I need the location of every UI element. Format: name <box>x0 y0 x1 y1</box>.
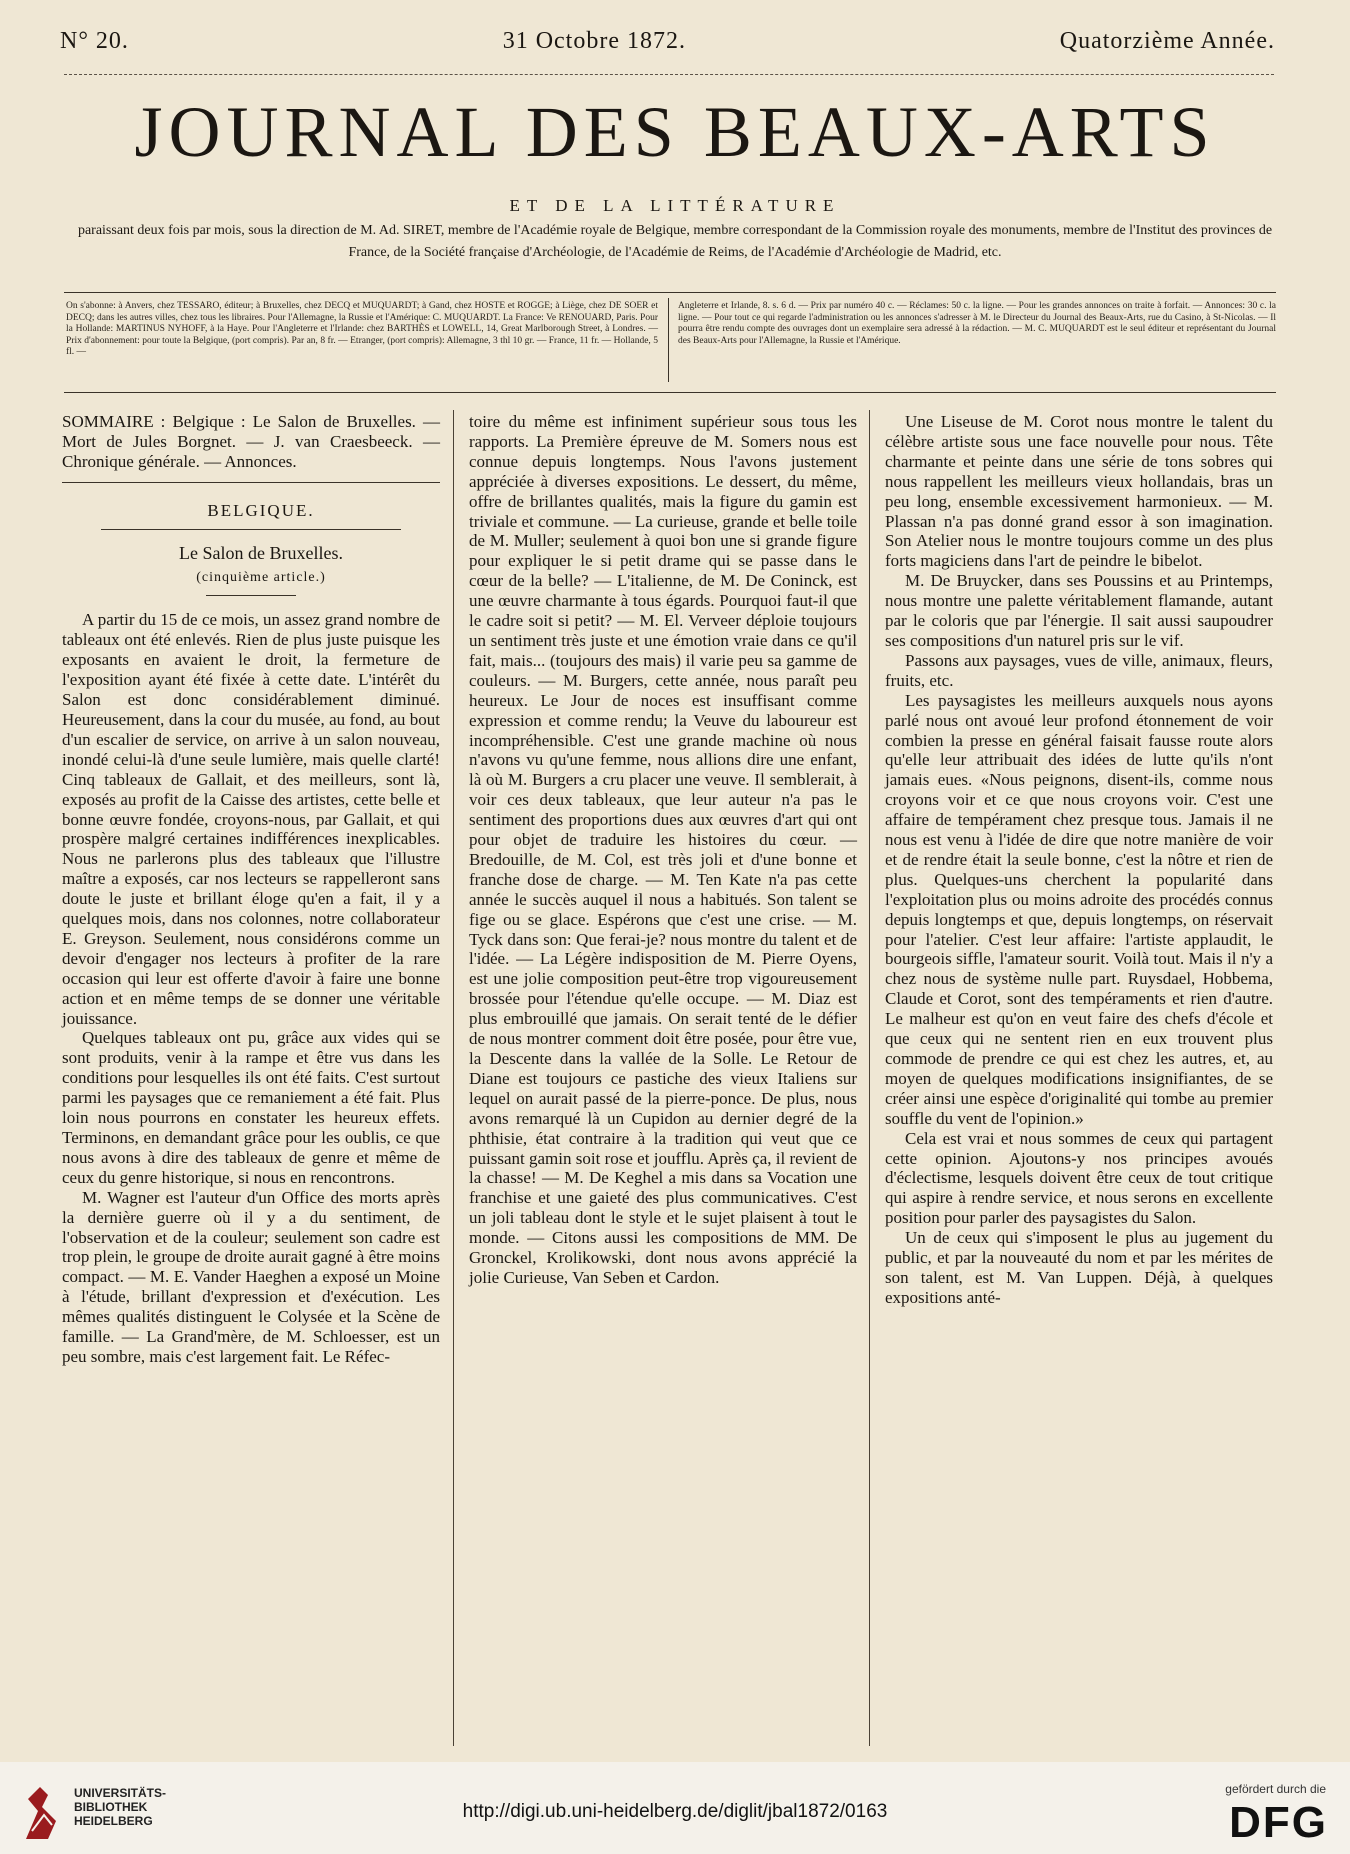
section-heading: BELGIQUE. <box>207 500 315 520</box>
article-rule <box>206 595 296 596</box>
column-3 <box>885 412 1273 1308</box>
issue-number: N° 20. <box>60 28 129 54</box>
subscription-info-left: On s'abonne: à Anvers, chez TESSARO, éditeur; à Bruxelles, chez DECQ et MUQUARDT; à Gand, chez HOSTE et ROGGE; à Liège, chez DE SOER et DECQ; dans les autres villes, chez tous les libraires. Pour l'Allemagne, la Russie et l'Amérique: C. MUQUARDT. La France: Ve RENOUARD, Paris. Pour la Hollande: MARTINUS NYHOFF, à la Haye. Pour l'Angleterre et l'Irlande: chez BARTHÈS et LOWELL, 14, Great Marlborough Street, à Londres. — Prix d'abonnement: pour toute la Belgique, (port compris). Par an, 8 fr. — Etranger, (port compris): Allemagne, 3 thl 10 gr. — France, 11 fr. — Hollande, 5 fl. — <box>66 301 658 357</box>
article-subtitle: (cinquième article.) <box>196 569 326 585</box>
library-name: UNIVERSITÄTS- BIBLIOTHEK HEIDELBERG <box>74 1786 167 1828</box>
issue-header <box>60 28 1275 55</box>
column-separator-1 <box>453 410 454 1746</box>
sommaire-rule <box>62 482 440 483</box>
journal-subtitle: ET DE LA LITTÉRATURE <box>509 196 841 215</box>
paragraph: Cela est vrai et nous sommes de ceux qui partagent cette opinion. Ajoutons-y nos principes avoués d'éclectisme, lesquels doivent être ceux de tout critique qui aspire à rendre service, et nous serons en excellente position pour parler des paysagistes du Salon. <box>885 1128 1273 1228</box>
column-2 <box>469 412 857 1288</box>
section-rule <box>101 529 401 530</box>
issue-year: Quatorzième Année. <box>1059 28 1275 54</box>
column-separator-2 <box>869 410 870 1746</box>
header-divider <box>64 74 1274 75</box>
issue-date: 31 Octobre 1872. <box>502 28 686 54</box>
article-title: Le Salon de Bruxelles. <box>179 542 343 563</box>
paragraph: A partir du 15 de ce mois, un assez grand nombre de tableaux ont été enlevés. Rien de plus juste puisque les exposants en avaient le droit, la fermeture de l'exposition ayant été fixée à cette date. L'intérêt du Salon est donc considérablement diminué. Heureusement, dans la cour du musée, au fond, au bout d'un escalier de service, on arrive à un salon nouveau, inondé celui-là d'une seule lumière, mais quelle clarté! Cinq tableaux de Gallait, et des meilleurs, sont là, exposés au profit de la Caisse des artistes, cette belle et bonne œuvre fondée, croyons-nous, par Gallait, et qui prospère malgré certaines indifférences inexplicables. Nous ne parlerons plus des tableaux que l'illustre maître a exposés, car nos lecteurs se rappelleront sans doute le juste et brillant éloge qu'en a fait, il y a quelques mois, dans nos colonnes, notre collaborateur E. Greyson. Seulement, nous considérons comme un devoir d'engager nos lecteurs à profiter de la rare occasion qui leur est offerte d'avoir à faire une bonne action et en même temps de se donner une véritable jouissance. <box>62 610 440 1028</box>
paragraph: M. Wagner est l'auteur d'un Office des morts après la dernière guerre où il y a du sentiment, de l'observation et de la couleur; seulement son cadre est trop plein, le groupe de droite aurait gagné à être moins compact. — M. E. Vander Haeghen a exposé un Moine à l'étude, brillant d'expression et d'exécution. Les mêmes qualités distinguent le Colysée et la Scène de famille. — La Grand'mère, de M. Schloesser, est un peu sombre, mais c'est largement fait. Le Réfec- <box>62 1187 440 1366</box>
journal-intro: paraissant deux fois par mois, sous la direction de M. Ad. SIRET, membre de l'Académie royale de Belgique, membre correspondant de la Commission royale des monuments, membre de l'Institut des provinces de France, de la Société française d'Archéologie, de l'Académie de Reims, de l'Académie d'Archéologie de Madrid, etc. <box>77 223 1273 260</box>
subscription-separator <box>668 298 669 382</box>
column-1 <box>62 412 440 1367</box>
subscription-top-rule <box>64 292 1276 293</box>
paragraph: Quelques tableaux ont pu, grâce aux vides qui se sont produits, venir à la rampe et être vus dans les conditions pour lesquelles ils ont été faits. C'est surtout parmi les paysages que ce remaniement a été fait. Plus loin nous pourrons en constater les heureux effets. Terminons, en demandant grâce pour les oublis, ce que nous avons à dire des tableaux de genre et même de ceux du genre historique, si nous en rencontrons. <box>62 1028 440 1187</box>
paragraph: Une Liseuse de M. Corot nous montre le talent du célèbre artiste sous une face nouvelle pour nous. Tête charmante et peinte dans une série de tons sobres qui nous rappellent les meilleurs vieux hollandais, bras un peu long, ensemble excessivement harmonieux. — M. Plassan n'a pas donné grand essor à son imagination. Son Atelier nous le montre toujours comme un des plus forts magiciens dans l'art de peindre le bibelot. <box>885 412 1273 571</box>
paragraph: Les paysagistes les meilleurs auxquels nous ayons parlé nous ont avoué leur profond étonnement de voir combien la presse en général faisait fausse route alors qu'elle leur attribuait des idées de lutte qu'ils n'ont jamais eues. «Nous peignons, disent-ils, comme nous croyons voir et ce que nous croyons voir. C'est une affaire de tempérament chez presque tous. Jamais il ne nous est venu à l'idée de dire que notre manière de voir et de rendre était la seule bonne, c'est la nôtre et rien de plus. Quelques-uns cherchent la popularité dans l'exploitation plus ou moins adroite des procédés connus depuis longtemps et que, depuis longtemps, on réservait pour l'atelier. C'est leur affaire: l'artiste applaudit, le bourgeois siffle, l'amateur sourit. Voilà tout. Mais il n'y a chez nous de système nulle part. Ruysdael, Hobbema, Claude et Corot, sont des tempéraments et rien d'autre. Le malheur est qu'on en veut faire des chefs d'école et que ceux qui ne sentent rien en eux trouvent plus commode de prendre ce qui est chez les autres, et, au moyen de quelques modifications insignifiantes, de se créer ainsi une espèce d'originalité qui tombe au premier souffle du vent de l'opinion.» <box>885 690 1273 1128</box>
journal-title: JOURNAL DES BEAUX-ARTS <box>134 92 1216 172</box>
paragraph: Un de ceux qui s'imposent le plus au jugement du public, et par la nouveauté du nom et par les mérites de son talent, est M. Van Luppen. Déjà, à quelques expositions anté- <box>885 1228 1273 1307</box>
paragraph: toire du même est infiniment supérieur sous tous les rapports. La Première épreuve de M. Somers nous est connue depuis longtemps. Nous l'avons justement appréciée à diverses expositions. Le dessert, du même, offre de brillantes qualités, mais la figure du gamin est triviale et commune. — La curieuse, grande et belle toile de M. Muller; seulement à quoi bon une si grande figure pour expliquer le si petit drame qui se passe dans le cœur de la belle? — L'italienne, de M. De Coninck, est une œuvre charmante à tous égards. Pourquoi faut-il que le cadre soit si petit? — M. El. Verveer déploie toujours un sentiment très juste et une émotion vraie dans ce qu'il fait, mais... (toujours des mais) il varie peu sa gamme de couleurs. — M. Burgers, cette année, nous paraît peu heureux. Le Jour de noces est insuffisant comme expression et comme rendu; la Veuve du laboureur est incompréhensible. C'est une grande machine où nous n'avons vu qu'une femme, nous allions dire une enfant, là où M. Burgers a cru placer une veuve. Il semblerait, à voir ces deux tableaux, que leur auteur n'a pas le sentiment des proportions dues aux œuvres d'art qui ont pour objet de traduire les histoires du cœur. — Bredouille, de M. Col, est très joli et d'une bonne et franche dose de charge. — M. Ten Kate n'a pas cette année le succès auquel il nous a habitués. Son talent se fige ou se glace. Espérons que c'est une crise. — M. Tyck dans son: Que ferai-je? nous montre du talent et de l'idée. — La Légère indisposition de M. Pierre Oyens, est une jolie composition peut-être trop vigoureusement brossée pour l'étendue qu'elle occupe. — M. Diaz est plus embrouillé que jamais. On serait tenté de le défier de nous montrer comment doit être posée, pour être vue, la Descente dans la vallée de la Solle. Le Retour de Diane est toujours ce pastiche des vieux Italiens sur lequel on aurait passé de la pierre-ponce. De plus, nous avons remarqué là un Cupidon au dernier degré de la phthisie, état contraire à la tradition qui veut que ce puissant gamin soit rose et joufflu. Après ça, il revient de la chasse! — M. De Keghel a mis dans sa Vocation une franchise et une gaieté des plus communicatives. C'est un joli tableau dont le style et le sujet plaisent à tout le monde. — Citons aussi les compositions de MM. De Gronckel, Krolikowski, dont nous avons apprécié la jolie Curieuse, Van Seben et Cardon. <box>469 412 857 1287</box>
dfg-logo: DFG <box>1229 1798 1328 1847</box>
subscription-info-right: Angleterre et Irlande, 8. s. 6 d. — Prix par numéro 40 c. — Réclames: 50 c. la ligne. — Pour les grandes annonces on traite à forfait. — Annonces: 30 c. la ligne. — Pour tout ce qui regarde l'administration ou les annonces s'adresser à M. le Directeur du Journal des Beaux-Arts, rue du Casino, à St-Nicolas. — Il pourra être rendu compte des ouvrages dont un exemplaire sera adressé à la rédaction. — M. C. MUQUARDT est le seul éditeur et représentant du Journal des Beaux-Arts pour l'Allemagne, la Russie et l'Amérique. <box>678 301 1276 346</box>
funding-label: gefördert durch die <box>1225 1782 1326 1796</box>
paragraph: Passons aux paysages, vues de ville, animaux, fleurs, fruits, etc. <box>885 650 1273 690</box>
source-url-link[interactable]: http://digi.ub.uni-heidelberg.de/diglit/jbal1872/0163 <box>462 1801 888 1822</box>
paragraph: M. De Bruycker, dans ses Poussins et au Printemps, nous montre une palette véritablement flamande, autant par le coloris que par l'énergie. Il sait aussi saupoudrer ses compositions d'un naturel pris sur le vif. <box>885 571 1273 650</box>
sommaire: SOMMAIRE : Belgique : Le Salon de Bruxelles. — Mort de Jules Borgnet. — J. van Craesbeeck. — Chronique générale. — Annonces. <box>62 412 440 471</box>
subscription-bottom-rule <box>64 392 1276 393</box>
